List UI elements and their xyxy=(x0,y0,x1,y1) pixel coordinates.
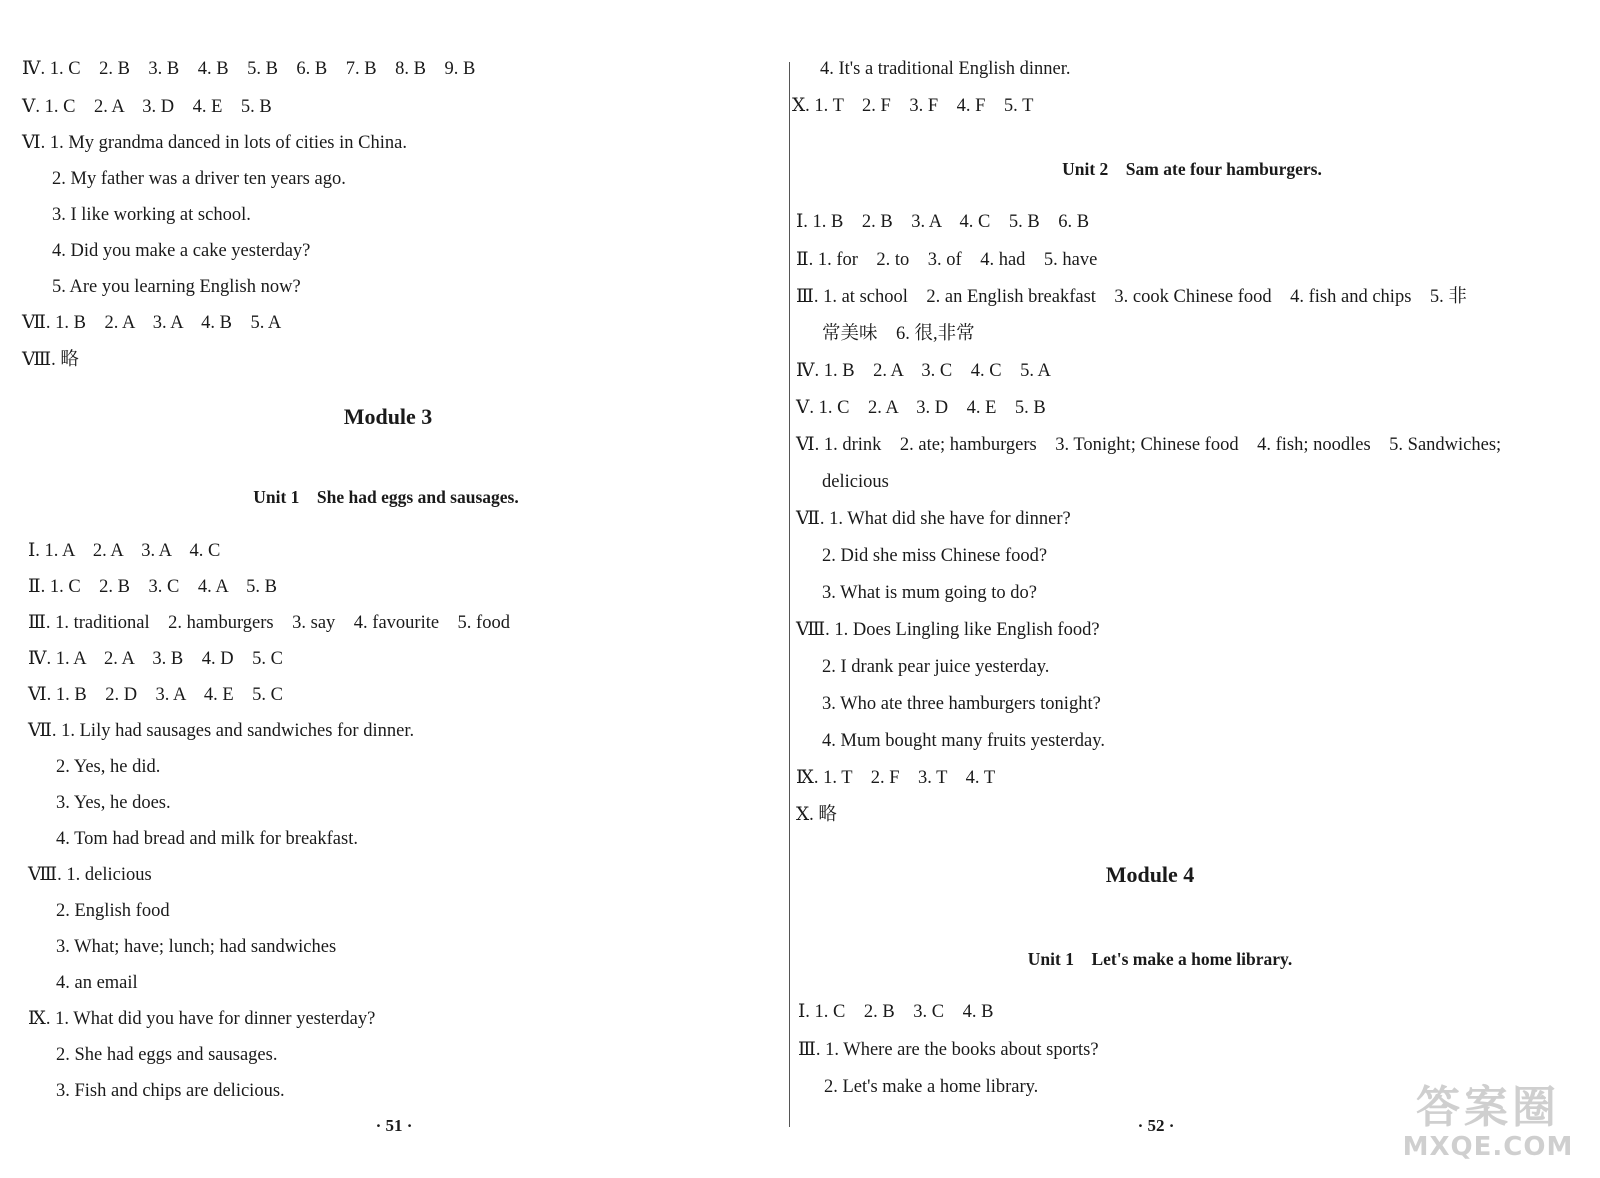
left-page xyxy=(0,0,785,1178)
left-answer-line: 4. Tom had bread and milk for breakfast. xyxy=(56,829,358,849)
module-4-title: Module 4 xyxy=(1105,862,1195,887)
left-answer-line: 2. My father was a driver ten years ago. xyxy=(52,169,346,189)
right-answer-line: Ⅹ. 略 xyxy=(796,805,837,825)
left-answer-line: 3. What; have; lunch; had sandwiches xyxy=(56,937,337,957)
right-answer-line: Ⅵ. 1. drink 2. ate; hamburgers 3. Tonight; Chinese food 4. fish; noodles 5. Sandwiches; xyxy=(796,435,1502,455)
right-answer-line: 常美味 6. 很,非常 xyxy=(822,324,975,344)
watermark-top-text: 答案圈 xyxy=(1416,1082,1560,1133)
left-answer-line: Ⅸ. 1. What did you have for dinner yesterday? xyxy=(28,1009,376,1029)
left-answer-line: 2. Yes, he did. xyxy=(56,757,161,777)
right-answer-line: Ⅶ. 1. What did she have for dinner? xyxy=(796,509,1071,529)
left-answer-line: 4. Did you make a cake yesterday? xyxy=(52,241,311,261)
left-answer-line: 2. English food xyxy=(56,901,170,921)
module-3-title: Module 3 xyxy=(343,404,433,429)
right-answer-line: Ⅲ. 1. at school 2. an English breakfast 3. cook Chinese food 4. fish and chips 5. 非 xyxy=(796,287,1467,307)
page-number-51: · 51 · xyxy=(375,1116,413,1135)
right-answer-line: Ⅲ. 1. Where are the books about sports? xyxy=(798,1040,1099,1060)
left-answer-line: Ⅷ. 略 xyxy=(22,350,79,370)
right-answer-line: Ⅴ. 1. C 2. A 3. D 4. E 5. B xyxy=(796,398,1046,418)
left-answer-line: 3. I like working at school. xyxy=(52,205,251,225)
module-3-unit-2-title: Unit 2 Sam ate four hamburgers. xyxy=(1062,159,1322,179)
left-answer-line: 2. She had eggs and sausages. xyxy=(56,1045,278,1065)
left-answer-line: Ⅶ. 1. Lily had sausages and sandwiches for dinner. xyxy=(28,721,415,741)
left-answer-line: 3. Yes, he does. xyxy=(56,793,171,813)
right-answer-line: 2. Did she miss Chinese food? xyxy=(822,546,1048,566)
right-answer-line: Ⅷ. 1. Does Lingling like English food? xyxy=(796,620,1100,640)
page-divider xyxy=(789,62,790,1127)
left-answer-line: Ⅳ. 1. A 2. A 3. B 4. D 5. C xyxy=(28,649,283,669)
left-answer-line: Ⅲ. 1. traditional 2. hamburgers 3. say 4. favourite 5. food xyxy=(28,613,510,633)
left-answer-line: 5. Are you learning English now? xyxy=(52,277,301,297)
left-answer-line: Ⅰ. 1. A 2. A 3. A 4. C xyxy=(28,541,221,561)
right-answer-line: 3. Who ate three hamburgers tonight? xyxy=(822,694,1101,714)
right-answer-line: Ⅸ. 1. T 2. F 3. T 4. T xyxy=(796,768,996,788)
right-answer-line: 4. Mum bought many fruits yesterday. xyxy=(822,731,1105,751)
right-answer-line: Ⅱ. 1. for 2. to 3. of 4. had 5. have xyxy=(796,250,1098,270)
module-4-unit-1-title: Unit 1 Let's make a home library. xyxy=(1027,949,1293,969)
right-answer-line: Ⅰ. 1. B 2. B 3. A 4. C 5. B 6. B xyxy=(796,212,1090,232)
right-answer-line: 2. I drank pear juice yesterday. xyxy=(822,657,1050,677)
left-answer-line: Ⅵ. 1. My grandma danced in lots of cities in China. xyxy=(22,133,407,153)
watermark-logo xyxy=(1388,1084,1588,1170)
right-answer-line: 2. Let's make a home library. xyxy=(824,1077,1039,1097)
left-answer-line: Ⅵ. 1. B 2. D 3. A 4. E 5. C xyxy=(28,685,284,705)
page-number-52: · 52 · xyxy=(1137,1116,1175,1135)
left-answer-line: Ⅱ. 1. C 2. B 3. C 4. A 5. B xyxy=(28,577,278,597)
watermark-bottom-text: MXQE.COM xyxy=(1402,1132,1574,1162)
right-answer-line: delicious xyxy=(822,472,889,492)
right-answer-line: Ⅳ. 1. B 2. A 3. C 4. C 5. A xyxy=(796,361,1051,381)
left-answer-line: Ⅶ. 1. B 2. A 3. A 4. B 5. A xyxy=(22,313,282,333)
left-answer-line: Ⅴ. 1. C 2. A 3. D 4. E 5. B xyxy=(22,97,272,117)
right-answer-line: Ⅹ. 1. T 2. F 3. F 4. F 5. T xyxy=(792,96,1034,116)
module-3-unit-1-title: Unit 1 She had eggs and sausages. xyxy=(253,487,519,507)
left-answer-line: 4. an email xyxy=(56,973,138,993)
left-answer-line: 3. Fish and chips are delicious. xyxy=(56,1081,285,1101)
left-answer-line: Ⅳ. 1. C 2. B 3. B 4. B 5. B 6. B 7. B 8. B 9. B xyxy=(22,59,476,79)
right-page xyxy=(792,0,1600,1178)
right-answer-line: Ⅰ. 1. C 2. B 3. C 4. B xyxy=(798,1002,994,1022)
right-answer-line: 3. What is mum going to do? xyxy=(822,583,1037,603)
right-answer-line: 4. It's a traditional English dinner. xyxy=(820,59,1071,79)
left-answer-line: Ⅷ. 1. delicious xyxy=(28,865,152,885)
